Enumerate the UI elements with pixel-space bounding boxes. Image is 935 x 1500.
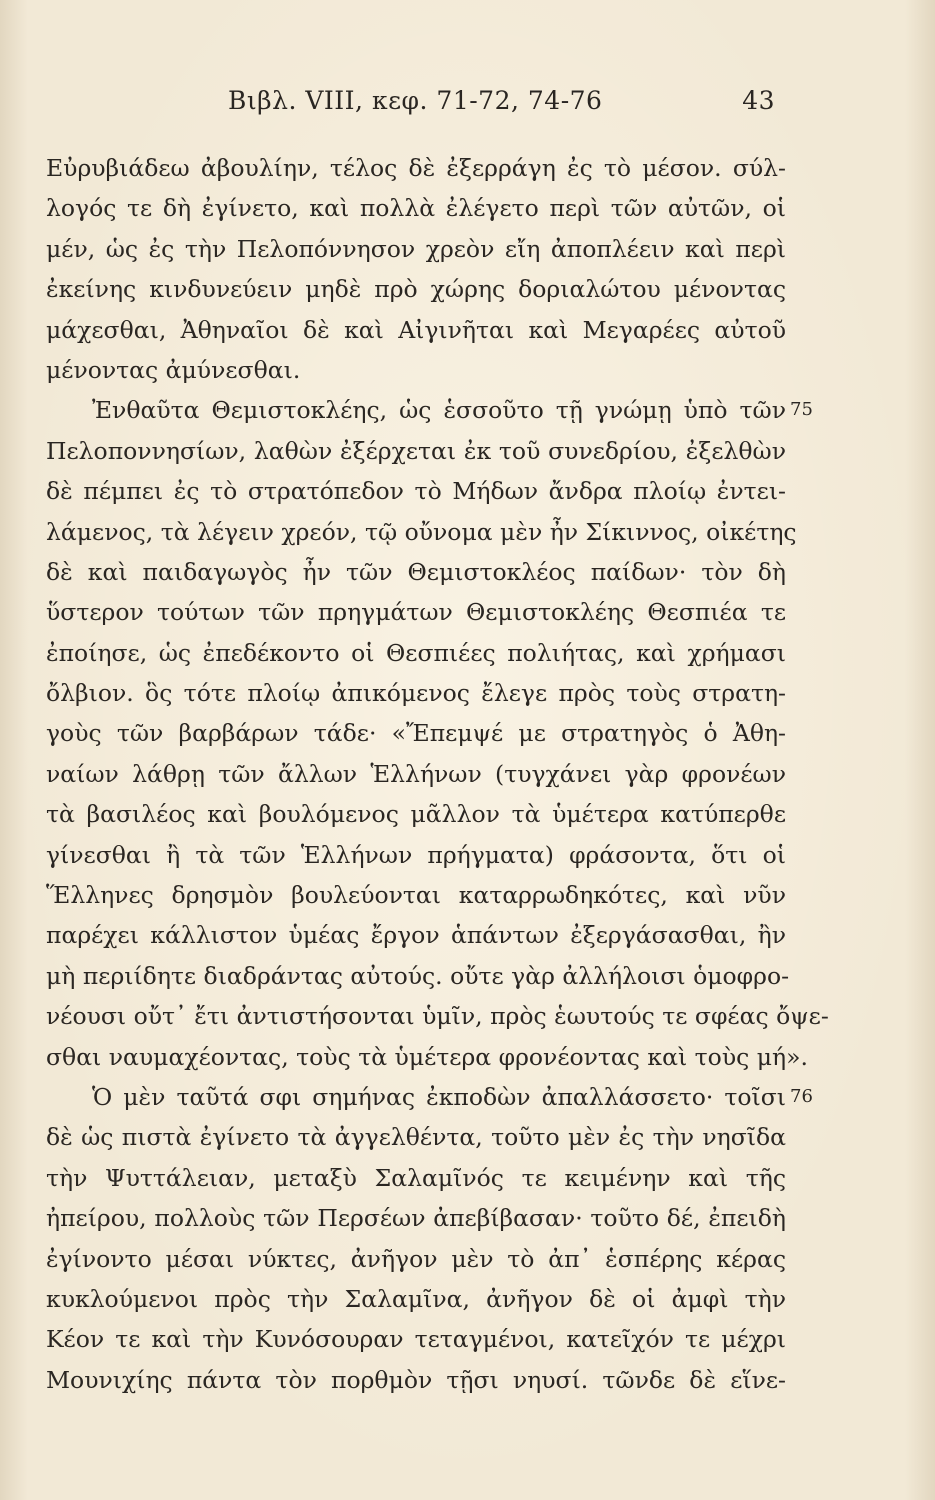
text-line: παρέχει κάλλιστον ὑμέας ἔργον ἁπάντων ἐξεργάσασθαι, ἢν: [46, 921, 786, 950]
text-line: ἐγίνοντο μέσαι νύκτες, ἀνῆγον μὲν τὸ ἀπ᾽ ἑσπέρης κέρας: [46, 1244, 786, 1273]
text-line: μένοντας ἀμύνεσθαι.: [46, 355, 301, 384]
text-line: ἐποίησε, ὡς ἐπεδέκοντο οἱ Θεσπιέες πολιήτας, καὶ χρήμασι: [46, 638, 786, 667]
running-header: [0, 86, 935, 126]
chapter-number-75: 75: [790, 399, 813, 421]
text-line: λογός τε δὴ ἐγίνετο, καὶ πολλὰ ἐλέγετο περὶ τῶν αὐτῶν, οἱ: [46, 194, 786, 223]
text-line: ἠπείρου, πολλοὺς τῶν Περσέων ἀπεβίβασαν· τοῦτο δέ, ἐπειδὴ: [46, 1204, 786, 1233]
text-line: Ὁ μὲν ταῦτά σφι σημήνας ἐκποδὼν ἀπαλλάσσετο· τοῖσι: [92, 1082, 786, 1111]
text-line: Κέον τε καὶ τὴν Κυνόσουραν τεταγμένοι, κατεῖχόν τε μέχρι: [46, 1325, 786, 1354]
text-line: μάχεσθαι, Ἀθηναῖοι δὲ καὶ Αἰγινῆται καὶ Μεγαρέες αὐτοῦ: [46, 315, 786, 344]
text-line: μέν, ὡς ἐς τὴν Πελοπόννησον χρεὸν εἴη ἀποπλέειν καὶ περὶ: [46, 234, 786, 263]
text-line: τὴν Ψυττάλειαν, μεταξὺ Σαλαμῖνός τε κειμένην καὶ τῆς: [46, 1163, 786, 1192]
text-line: γίνεσθαι ἢ τὰ τῶν Ἑλλήνων πρήγματα) φράσοντα, ὅτι οἱ: [46, 840, 786, 869]
text-line: δὲ ὡς πιστὰ ἐγίνετο τὰ ἀγγελθέντα, τοῦτο μὲν ἐς τὴν νησῖδα: [46, 1123, 786, 1152]
text-line: ἐκείνης κινδυνεύειν μηδὲ πρὸ χώρης δοριαλώτου μένοντας: [46, 275, 786, 304]
text-line: τὰ βασιλέος καὶ βουλόμενος μᾶλλον τὰ ὑμέτερα κατύπερθε: [46, 800, 786, 829]
text-line: νέουσι οὔτ᾽ ἔτι ἀντιστήσονται ὑμῖν, πρὸς ἑωυτούς τε σφέας ὄψε-: [46, 1002, 829, 1031]
text-line: ὕστερον τούτων τῶν πρηγμάτων Θεμιστοκλέης Θεσπιέα τε: [46, 598, 786, 627]
text-line: γοὺς τῶν βαρβάρων τάδε· «Ἔπεμψέ με στρατηγὸς ὁ Ἀθη-: [46, 719, 786, 748]
text-line: Μουνιχίης πάντα τὸν πορθμὸν τῇσι νηυσί. τῶνδε δὲ εἵνε-: [46, 1365, 786, 1394]
text-line: μὴ περιίδητε διαδράντας αὐτούς. οὔτε γὰρ ἀλλήλοισι ὁμοφρο-: [46, 961, 790, 990]
text-line: κυκλούμενοι πρὸς τὴν Σαλαμῖνα, ἀνῆγον δὲ οἱ ἀμφὶ τὴν: [46, 1284, 786, 1313]
chapter-number-76: 76: [790, 1086, 813, 1108]
text-line: ναίων λάθρῃ τῶν ἄλλων Ἑλλήνων (τυγχάνει γὰρ φρονέων: [46, 759, 786, 788]
text-line: Πελοποννησίων, λαθὼν ἐξέρχεται ἐκ τοῦ συνεδρίου, ἐξελθὼν: [46, 436, 786, 465]
text-line: Ἕλληνες δρησμὸν βουλεύονται καταρρωδηκότες, καὶ νῦν: [46, 881, 786, 910]
text-line: λάμενος, τὰ λέγειν χρεόν, τῷ οὔνομα μὲν ἦν Σίκιννος, οἰκέτης: [46, 517, 797, 546]
text-line: σθαι ναυμαχέοντας, τοὺς τὰ ὑμέτερα φρονέοντας καὶ τοὺς μή».: [46, 1042, 808, 1071]
text-line: δὲ καὶ παιδαγωγὸς ἦν τῶν Θεμιστοκλέος παίδων· τὸν δὴ: [46, 557, 786, 586]
text-line: δὲ πέμπει ἐς τὸ στρατόπεδον τὸ Μήδων ἄνδρα πλοίῳ ἐντει-: [46, 477, 786, 506]
text-line: Εὐρυβιάδεω ἀβουλίην, τέλος δὲ ἐξερράγη ἐς τὸ μέσον. σύλ-: [46, 154, 786, 182]
text-line: ὄλβιον. ὃς τότε πλοίῳ ἀπικόμενος ἔλεγε πρὸς τοὺς στρατη-: [46, 679, 786, 708]
running-title: Βιβλ. VIII, κεφ. 71-72, 74-76: [228, 86, 603, 115]
page-number: 43: [742, 86, 775, 115]
text-line: Ἐνθαῦτα Θεμιστοκλέης, ὡς ἑσσοῦτο τῇ γνώμῃ ὑπὸ τῶν: [92, 396, 786, 425]
